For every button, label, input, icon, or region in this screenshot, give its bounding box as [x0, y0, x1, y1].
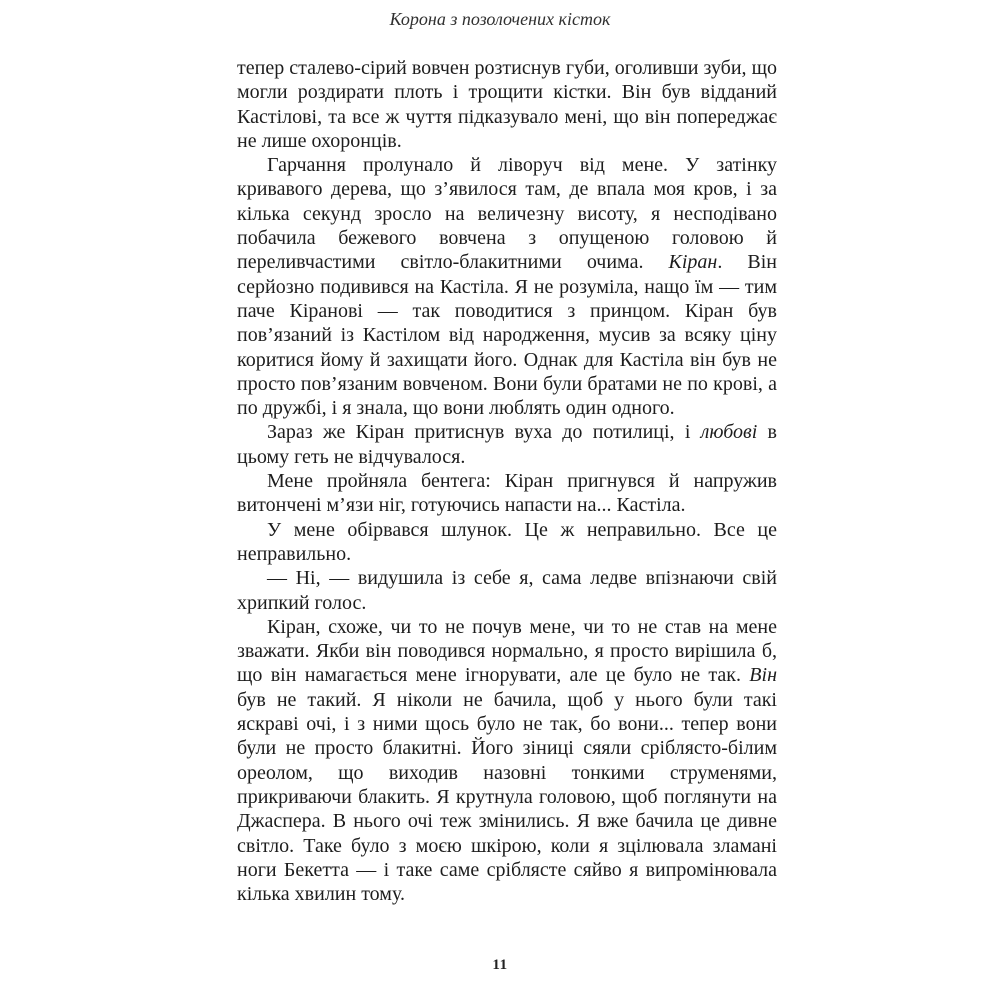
paragraph — [237, 420, 777, 469]
running-head-title: Корона з позолочених кісток — [389, 9, 611, 29]
text-segment: Мене пройняла бентега: Кіран пригнувся й напружив витончені м’язи ніг, готуючись напасти на... Кастіла. — [237, 470, 777, 517]
text-block — [237, 56, 777, 906]
paragraph — [237, 153, 777, 420]
text-segment: — Ні, — видушила із себе я, сама ледве впізнаючи свій хрипкий голос. — [237, 567, 777, 614]
paragraph — [237, 566, 777, 615]
text-segment: тепер сталево-сірий вовчен розтиснув губи, оголивши зуби, що могли роздирати плоть і трощити кістки. Він був відданий Кастілові, та все ж чуття підказувало мені, що він попереджає не лише охоронців. — [237, 57, 777, 152]
emphasized-text: Він — [749, 664, 777, 687]
emphasized-text: Кіран — [668, 251, 718, 274]
paragraph — [237, 56, 777, 153]
paragraph — [237, 518, 777, 567]
text-segment: Зараз же Кіран притиснув вуха до потилиці, і — [267, 421, 701, 444]
emphasized-text: любові — [700, 421, 758, 444]
text-segment: в цьому геть не відчувалося. — [237, 421, 777, 468]
page-number: 11 — [492, 957, 508, 973]
paragraph — [237, 615, 777, 907]
paragraph — [237, 469, 777, 518]
text-segment: . Він серйозно подивився на Кастіла. Я не розуміла, нащо їм — тим паче Кіранові — так поводитися з принцом. Кіран був пов’язаний із Кастілом від народження, мусив за всяку ціну коритися йому й захищати його. Однак для Кастіла він був не просто пов’язаним вовченом. Вони були братами не по крові, а по дружбі, і я знала, що вони люблять один одного. — [237, 251, 777, 420]
text-segment: Гарчання пролунало й ліворуч від мене. У затінку кривавого дерева, що з’явилося там, де впала моя кров, і за кілька секунд зросло на величезну висоту, я несподівано побачила бежевого вовчена з опущеною головою й переливчастими світло-блакитними очима. — [237, 154, 777, 274]
text-segment: Кіран, схоже, чи то не почув мене, чи то не став на мене зважати. Якби він поводився нормально, я просто вирішила б, що він намагається мене ігнорувати, але це було не так. — [237, 615, 777, 687]
text-segment: був не такий. Я ніколи не бачила, щоб у нього були такі яскраві очі, і з ними щось було не так, бо вони... тепер вони були не просто блакитні. Його зіниці сяяли сріблясто-білим ореолом, що виходив назовні тонкими струменями, прикриваючи блакить. Я крутнула головою, щоб поглянути на Джаспера. В нього очі теж змінились. Я вже бачила це дивне світло. Таке було з моєю шкірою, коли я зцілювала зламані ноги Бекетта — і таке саме сріблясте сяйво я випромінювала кілька хвилин тому. — [237, 688, 777, 906]
text-segment: У мене обірвався шлунок. Це ж неправильно. Все це неправильно. — [237, 518, 777, 565]
